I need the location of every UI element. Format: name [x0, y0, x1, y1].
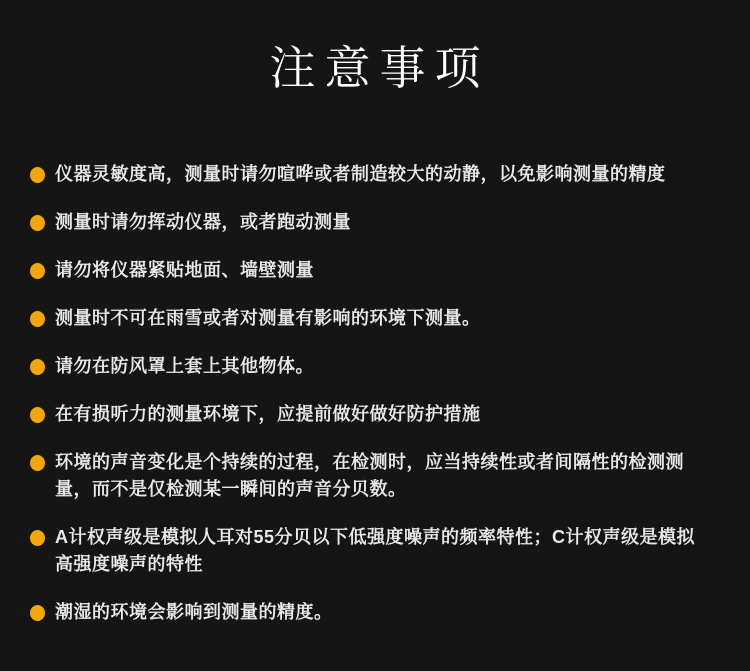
bullet-icon	[30, 215, 45, 231]
bullet-icon	[30, 455, 45, 471]
bullet-icon	[30, 407, 45, 423]
note-text: A计权声级是模拟人耳对55分贝以下低强度噪声的频率特性；C计权声级是模拟高强度噪声的特性	[55, 527, 696, 574]
note-text: 请勿将仪器紧贴地面、墙壁测量	[55, 260, 314, 280]
notice-list	[0, 161, 750, 626]
note-text: 测量时不可在雨雪或者对测量有影响的环境下测量。	[55, 308, 481, 328]
bullet-icon	[30, 530, 45, 546]
page-title: 注意事项	[269, 42, 490, 94]
bullet-icon	[30, 359, 45, 375]
list-item	[30, 305, 698, 332]
list-item	[30, 209, 698, 236]
bullet-icon	[30, 167, 45, 183]
bullet-icon	[30, 263, 45, 279]
note-text: 测量时请勿挥动仪器，或者跑动测量	[55, 212, 351, 232]
list-item	[30, 401, 698, 428]
note-text: 潮湿的环境会影响到测量的精度。	[55, 602, 333, 622]
bullet-icon	[30, 605, 45, 621]
list-item	[30, 161, 698, 188]
list-item	[30, 524, 698, 578]
list-item	[30, 257, 698, 284]
list-item	[30, 599, 698, 626]
note-text: 在有损听力的测量环境下，应提前做好做好防护措施	[55, 404, 481, 424]
note-text: 仪器灵敏度高，测量时请勿喧哗或者制造较大的动静，以免影响测量的精度	[55, 164, 666, 184]
list-item	[30, 353, 698, 380]
note-text: 请勿在防风罩上套上其他物体。	[55, 356, 314, 376]
list-item	[30, 449, 698, 503]
bullet-icon	[30, 311, 45, 327]
note-text: 环境的声音变化是个持续的过程，在检测时，应当持续性或者间隔性的检测测量，而不是仅检测某一瞬间的声音分贝数。	[55, 452, 684, 499]
